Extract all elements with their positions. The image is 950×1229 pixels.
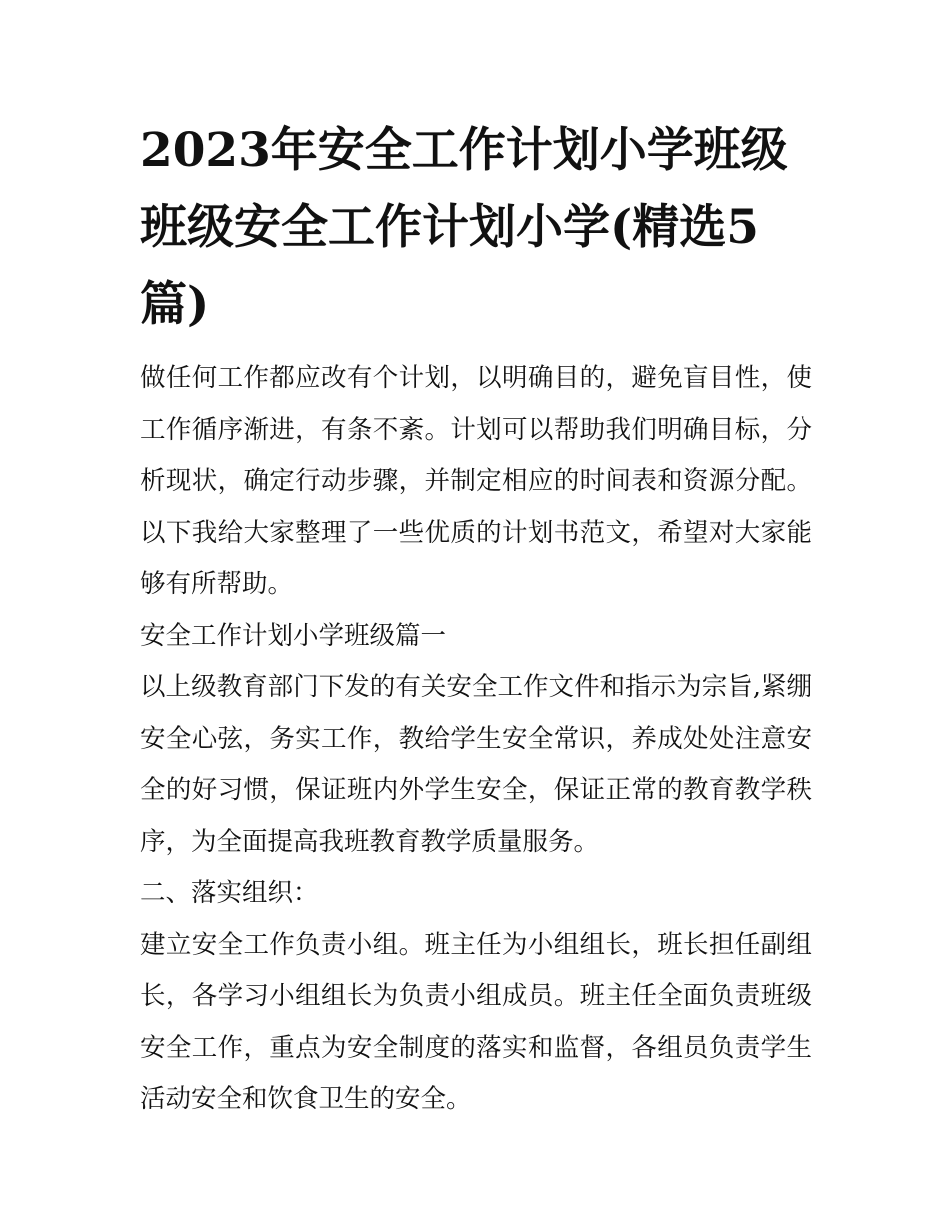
section-heading-part-one: 安全工作计划小学班级篇一: [140, 620, 447, 651]
document-page: [140, 112, 812, 1126]
guiding-principle-paragraph: 以上级教育部门下发的有关安全工作文件和指示为宗旨,紧绷安全心弦，务实工作，教给学生安全常识，养成处处注意安全的好习惯，保证班内外学生安全，保证正常的教育教学秩序，为全面提高我班教育教学质量服务。: [140, 672, 812, 857]
document-body: [140, 353, 812, 1126]
document-title: 2023年安全工作计划小学班级班级安全工作计划小学(精选5篇): [140, 123, 788, 332]
intro-paragraph: 做任何工作都应改有个计划，以明确目的，避免盲目性，使工作循序渐进，有条不紊。计划可以帮助我们明确目标，分析现状，确定行动步骤，并制定相应的时间表和资源分配。以下我给大家整理了一些优质的计划书范文，希望对大家能够有所帮助。: [140, 363, 812, 599]
organization-paragraph: 建立安全工作负责小组。班主任为小组组长，班长担任副组长，各学习小组组长为负责小组成员。班主任全面负责班级安全工作，重点为安全制度的落实和监督，各组员负责学生活动安全和饮食卫生的安全。: [140, 929, 812, 1114]
section-heading-organization: 二、落实组织：: [140, 878, 319, 908]
